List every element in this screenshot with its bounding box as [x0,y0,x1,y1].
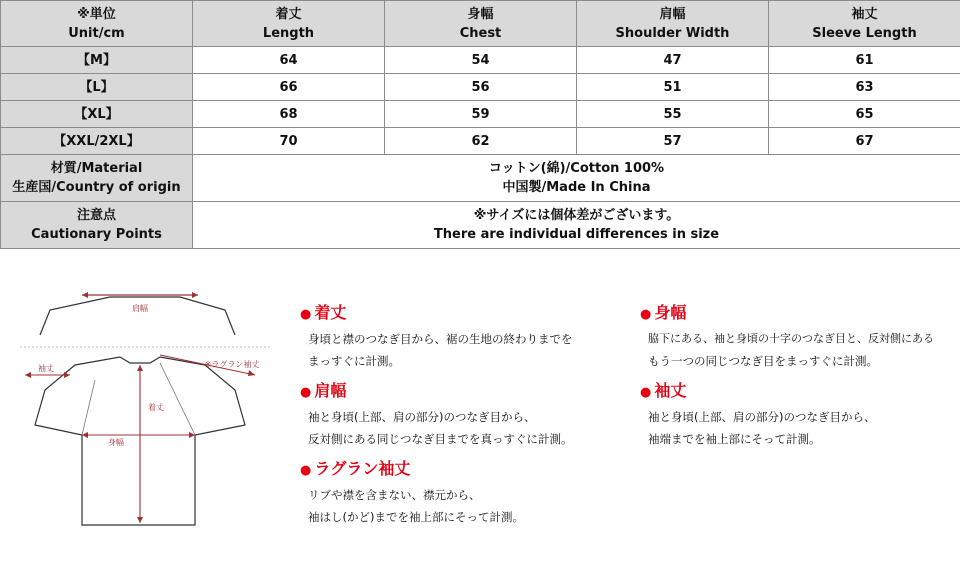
note-raglan [300,458,573,528]
note-title: 着丈 [314,303,347,322]
cell-value: 64 [193,47,385,74]
note-line: 反対側にある同じつなぎ目までを真っすぐに計測。 [308,432,573,446]
cell-value: 66 [193,74,385,101]
table-row [1,101,960,128]
material-row [1,155,960,202]
bullet-icon: ● [300,385,312,400]
note-line: 袖端までを袖上部にそって計測。 [648,432,821,446]
cell-value: 68 [193,101,385,128]
header-chest: 身幅 Chest [385,1,577,47]
cell-value: 47 [577,47,769,74]
note-line: 袖と身頃(上部、肩の部分)のつなぎ目から、 [308,410,536,424]
header-row [1,1,960,47]
bullet-icon: ● [640,385,652,400]
header-length: 着丈 Length [193,1,385,47]
header-unit: ※単位 Unit/cm [1,1,193,47]
note-title: 身幅 [654,303,687,322]
note-line: 袖と身頃(上部、肩の部分)のつなぎ目から、 [648,410,876,424]
note-title: 袖丈 [654,381,687,400]
notes-right [640,302,934,458]
cell-value: 62 [385,128,577,155]
caution-value: ※サイズには個体差がございます。 There are individual differences in size [193,202,960,249]
garment-top-outline [40,297,235,335]
garment-diagram [20,285,270,535]
note-length [300,302,573,372]
note-line: リブや襟を含まない、襟元から、 [308,488,481,502]
cell-value: 65 [769,101,960,128]
cell-value: 57 [577,128,769,155]
cell-value: 56 [385,74,577,101]
header-shoulder: 肩幅 Shoulder Width [577,1,769,47]
cell-value: 51 [577,74,769,101]
size-label: 【XL】 [1,101,193,128]
size-table [0,0,960,249]
cell-value: 59 [385,101,577,128]
shoulder-label: 肩幅 [132,304,148,313]
table-row [1,128,960,155]
cell-value: 61 [769,47,960,74]
cell-value: 55 [577,101,769,128]
bullet-icon: ● [300,307,312,322]
material-label: 材質/Material 生産国/Country of origin [1,155,193,202]
chest-label: 身幅 [108,438,124,447]
note-line: 袖はし(かど)までを袖上部にそって計測。 [308,510,524,524]
table-row [1,74,960,101]
table-row [1,47,960,74]
notes-left [300,302,573,536]
note-sleeve [640,380,934,450]
length-label: 着丈 [148,403,164,412]
note-line: 身頃と襟のつなぎ目から、裾の生地の終わりまでを [308,332,573,346]
bullet-icon: ● [640,307,652,322]
caution-label: 注意点 Cautionary Points [1,202,193,249]
material-value: コットン(綿)/Cotton 100% 中国製/Made In China [193,155,960,202]
note-line: 脇下にある、袖と身頃の十字のつなぎ目と、反対側にある [648,332,934,345]
note-title: ラグラン袖丈 [314,459,411,478]
note-shoulder [300,380,573,450]
cell-value: 67 [769,128,960,155]
size-label: 【M】 [1,47,193,74]
size-label: 【L】 [1,74,193,101]
cell-value: 63 [769,74,960,101]
note-line: もう一つの同じつなぎ目をまっすぐに計測。 [648,354,878,368]
cell-value: 54 [385,47,577,74]
cell-value: 70 [193,128,385,155]
note-chest [640,302,934,372]
size-label: 【XXL/2XL】 [1,128,193,155]
caution-row [1,202,960,249]
raglan-label: ※ラグラン袖丈 [204,360,260,369]
bullet-icon: ● [300,463,312,478]
note-title: 肩幅 [314,381,347,400]
note-line: まっすぐに計測。 [308,354,400,368]
header-sleeve: 袖丈 Sleeve Length [769,1,960,47]
sleeve-label: 袖丈 [38,364,54,373]
